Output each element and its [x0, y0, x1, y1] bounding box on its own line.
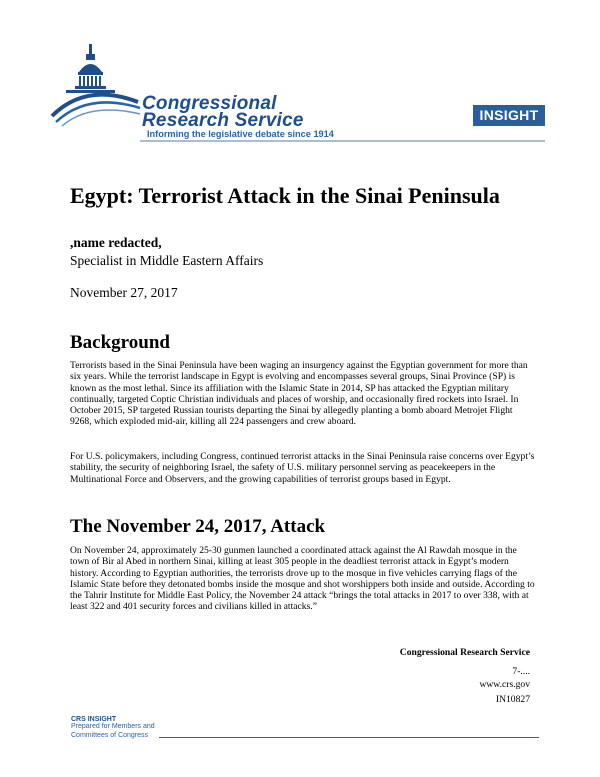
- org-name-line2: Research Service: [142, 110, 304, 131]
- footer-report-id: IN10827: [495, 694, 530, 705]
- section-heading-attack: The November 24, 2017, Attack: [70, 516, 326, 537]
- stamp-title: CRS INSIGHT: [71, 716, 117, 723]
- insight-badge: INSIGHT: [473, 105, 545, 126]
- footer-code: 7-....: [512, 666, 530, 677]
- paragraph: Terrorists based in the Sinai Peninsula have been waging an insurgency against the Egyptian government for more than six years. While the terrorist landscape in Egypt is evolving and encompasses several groups, Sinai Province (SP) is known as the most lethal. Since its affiliation with the Islamic State in 2014, SP has attacked the Egyptian military continually, targeted Coptic Christian individuals and places of worship, and occasionally fired rockets into Israel. In October 2015, SP targeted Russian tourists departing the Sinai by allegedly planting a bomb aboard Metrojet Flight 9268, which exploded mid-air, killing all 224 passengers and crew aboard.: [70, 360, 528, 428]
- page-title: Egypt: Terrorist Attack in the Sinai Peninsula: [70, 183, 500, 208]
- header-divider: [140, 140, 545, 142]
- stamp-subtitle: Prepared for Members and Committees of Congress: [71, 723, 155, 739]
- footer-divider: [159, 737, 539, 738]
- paragraph: For U.S. policymakers, including Congress, continued terrorist attacks in the Sinai Peninsula raise concerns over Egypt’s stability, the security of neighboring Israel, the safety of U.S. military personnel serving as peacekeepers in the Multinational Force and Observers, and the growing capabilities of terrorist groups based in Egypt.: [70, 451, 535, 485]
- author-name: ,name redacted,: [70, 235, 162, 250]
- org-name-line1: Congressional: [142, 93, 277, 114]
- footer-org: Congressional Research Service: [399, 647, 530, 658]
- section-heading-background: Background: [70, 332, 170, 353]
- paragraph: On November 24, approximately 25-30 gunmen launched a coordinated attack against the Al Rawdah mosque in the town of Bir al Abed in northern Sinai, killing at least 305 people in the deadliest terrorist attack in Egypt’s modern history. According to Egyptian authorities, the terrorists drove up to the mosque in five vehicles carrying flags of the Islamic State before they detonated bombs inside the mosque and shot worshippers both inside and outside. According to the Tahrir Institute for Middle East Policy, the November 24 attack “brings the total attacks in 2017 to over 338, with at least 322 and 401 security forces and civilians killed in attacks.”: [70, 545, 535, 613]
- org-tagline: Informing the legislative debate since 1914: [147, 129, 334, 139]
- publication-date: November 27, 2017: [70, 285, 178, 300]
- capitol-dome-logo: [46, 44, 146, 144]
- footer-website: www.crs.gov: [479, 679, 530, 690]
- author-role: Specialist in Middle Eastern Affairs: [70, 253, 264, 268]
